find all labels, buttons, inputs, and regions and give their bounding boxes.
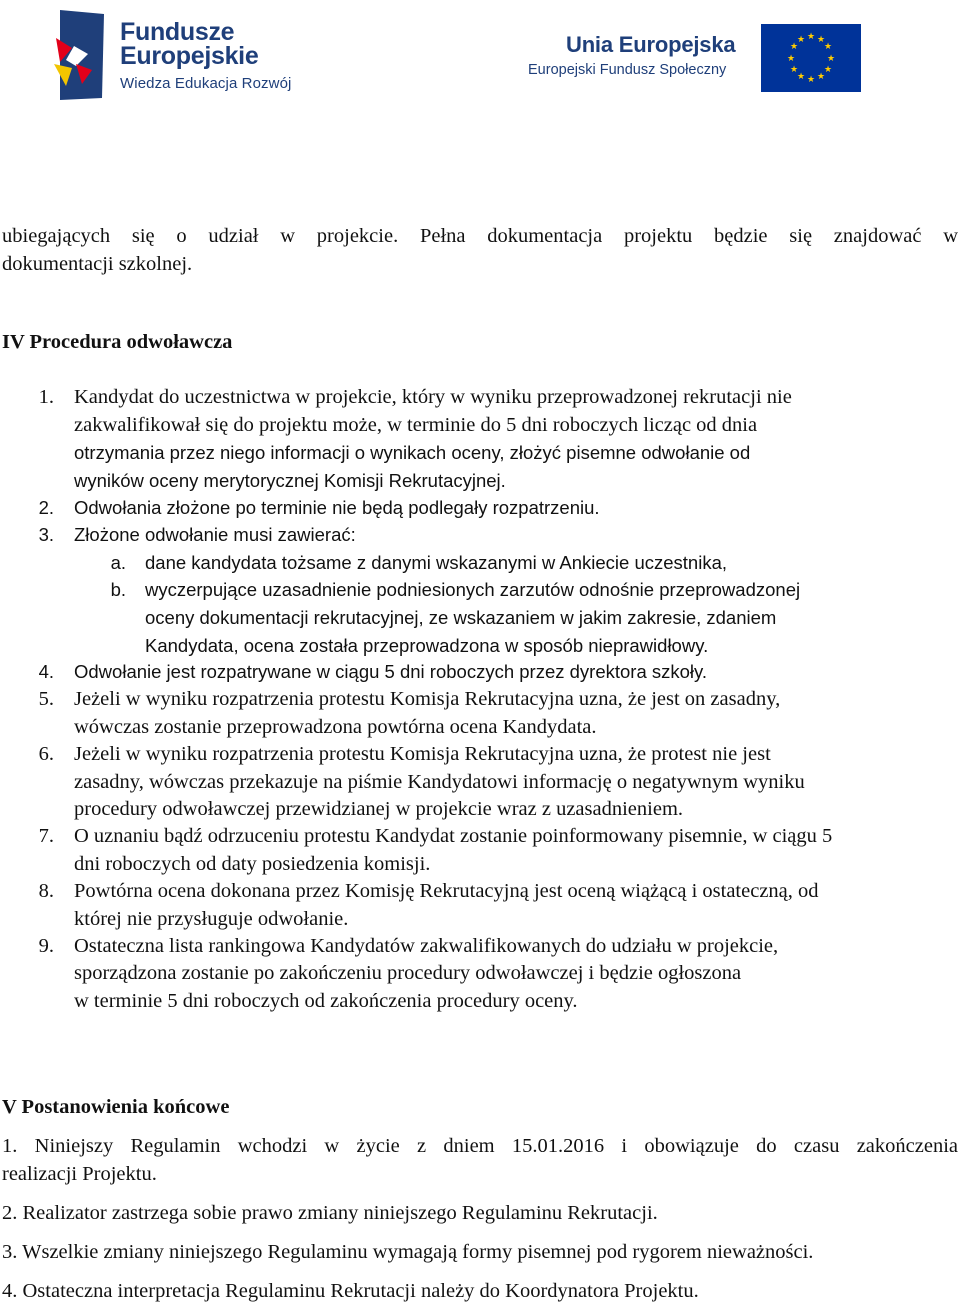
ue-logo-subtitle: Europejski Fundusz Społeczny [528, 62, 727, 78]
item-9-line-3: w terminie 5 dni roboczych od zakończenia procedury oceny. [74, 990, 578, 1012]
item-1-number: 1. [38, 386, 54, 408]
svg-text:★: ★ [816, 35, 826, 45]
item-3-line-1: Złożone odwołanie musi zawierać: [74, 524, 356, 545]
section-4-heading: IV Procedura odwoławcza [2, 331, 233, 353]
svg-text:★: ★ [789, 65, 799, 75]
svg-text:★: ★ [786, 54, 796, 64]
fe-logo-line-2: Europejskie [120, 42, 259, 70]
intro-line-2: dokumentacji szkolnej. [2, 253, 193, 275]
item-8-number: 8. [38, 880, 54, 902]
item-1-line-2: zakwalifikował się do projektu może, w terminie do 5 dni roboczych licząc od dnia [74, 414, 758, 436]
svg-text:★: ★ [823, 65, 833, 75]
unia-europejska-logo [528, 24, 864, 94]
item-2-number: 2. [38, 497, 54, 518]
section-5-heading: V Postanowienia końcowe [2, 1096, 230, 1118]
item-3-number: 3. [38, 524, 54, 545]
item-5-number: 5. [38, 688, 54, 710]
ue-logo-title: Unia Europejska [566, 32, 736, 57]
fe-star-icon [52, 8, 108, 100]
svg-text:★: ★ [789, 42, 799, 52]
item-b-line-3: Kandydata, ocena została przeprowadzona w sposób nieprawidłowy. [145, 635, 709, 656]
item-7-number: 7. [38, 825, 54, 847]
svg-text:★: ★ [823, 42, 833, 52]
intro-line-1: ubiegających się o udział w projekcie. Pełna dokumentacja projektu będzie się znajdować w [2, 225, 958, 247]
final-item-1-line-1: 1. Niniejszy Regulamin wchodzi w życie z dniem 15.01.2016 i obowiązuje do czasu zakończenia [2, 1135, 958, 1157]
svg-text:★: ★ [806, 32, 816, 42]
item-9-line-2: sporządzona zostanie po zakończeniu procedury odwoławczej i będzie ogłoszona [74, 962, 742, 984]
item-7-line-2: dni roboczych od daty posiedzenia komisji. [74, 853, 431, 875]
item-9-line-1: Ostateczna lista rankingowa Kandydatów zakwalifikowanych do udziału w projekcie, [74, 935, 779, 957]
item-6-line-1: Jeżeli w wyniku rozpatrzenia protestu Komisja Rekrutacyjna uzna, że protest nie jest [74, 743, 771, 765]
item-a-line-1: dane kandydata tożsame z danymi wskazanymi w Ankiecie uczestnika, [145, 552, 728, 573]
eu-flag-icon [761, 24, 861, 92]
final-item-4: 4. Ostateczna interpretacja Regulaminu Rekrutacji należy do Koordynatora Projektu. [2, 1280, 699, 1302]
final-item-1-line-2: realizacji Projektu. [2, 1163, 157, 1185]
item-7-line-1: O uznaniu bądź odrzuceniu protestu Kandydat zostanie poinformowany pisemnie, w ciągu 5 [74, 825, 833, 847]
item-b-letter: b. [110, 579, 126, 600]
final-item-2: 2. Realizator zastrzega sobie prawo zmiany niniejszego Regulaminu Rekrutacji. [2, 1202, 658, 1224]
item-1-line-4: wyników oceny merytorycznej Komisji Rekrutacyjnej. [74, 470, 506, 491]
item-9-number: 9. [38, 935, 54, 957]
svg-text:★: ★ [806, 75, 816, 85]
item-1-line-3: otrzymania przez niego informacji o wynikach oceny, złożyć pisemne odwołanie od [74, 442, 751, 463]
item-8-line-1: Powtórna ocena dokonana przez Komisję Rekrutacyjną jest oceną wiążącą i ostateczną, od [74, 880, 819, 902]
item-b-line-1: wyczerpujące uzasadnienie podniesionych zarzutów odnośnie przeprowadzonej [145, 579, 801, 600]
svg-text:★: ★ [816, 72, 826, 82]
item-6-number: 6. [38, 743, 54, 765]
final-item-3: 3. Wszelkie zmiany niniejszego Regulaminu wymagają formy pisemnej pod rygorem nieważności. [2, 1241, 814, 1263]
item-1-line-1: Kandydat do uczestnictwa w projekcie, który w wyniku przeprowadzonej rekrutacji nie [74, 386, 792, 408]
fundusze-europejskie-logo [52, 8, 312, 104]
svg-text:★: ★ [796, 35, 806, 45]
item-2-line-1: Odwołania złożone po terminie nie będą podlegały rozpatrzeniu. [74, 497, 600, 518]
fe-logo-line-3: Wiedza Edukacja Rozwój [120, 75, 292, 92]
item-6-line-3: procedury odwoławczej przewidzianej w projekcie wraz z uzasadnieniem. [74, 798, 684, 820]
item-a-letter: a. [110, 552, 126, 573]
svg-text:★: ★ [796, 72, 806, 82]
item-4-number: 4. [38, 661, 54, 682]
item-5-line-1: Jeżeli w wyniku rozpatrzenia protestu Komisja Rekrutacyjna uzna, że jest on zasadny, [74, 688, 781, 710]
svg-text:★: ★ [826, 54, 836, 64]
item-4-line-1: Odwołanie jest rozpatrywane w ciągu 5 dni roboczych przez dyrektora szkoły. [74, 661, 708, 682]
item-5-line-2: wówczas zostanie przeprowadzona powtórna ocena Kandydata. [74, 716, 597, 738]
item-b-line-2: oceny dokumentacji rekrutacyjnej, ze wskazaniem w jakim zakresie, zdaniem [145, 607, 777, 628]
item-8-line-2: której nie przysługuje odwołanie. [74, 908, 349, 930]
fe-logo-line-1: Fundusze [120, 18, 235, 46]
item-6-line-2: zasadny, wówczas przekazuje na piśmie Kandydatowi informację o negatywnym wyniku [74, 771, 805, 793]
